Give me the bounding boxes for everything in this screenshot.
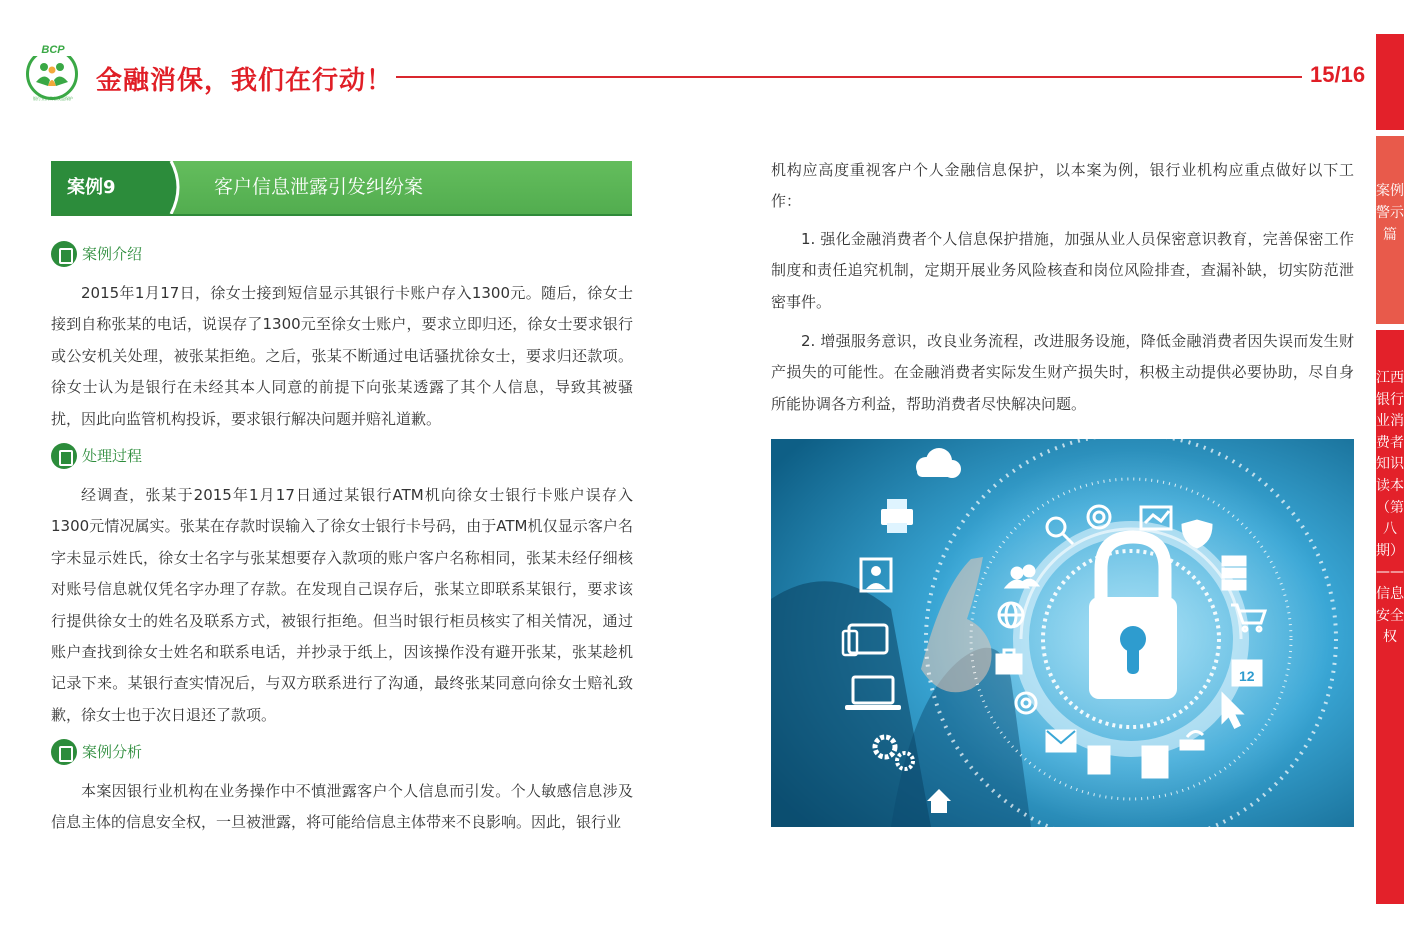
logo-text: BCP — [26, 44, 80, 56]
security-illustration — [771, 439, 1354, 827]
banner-notch — [131, 161, 183, 214]
measure-point-2: 2. 增强服务意识，改良业务流程，改进服务设施，降低金融消费者因失误而发生财产损失的可能性。在金融消费者实际发生财产损失时，积极主动提供必要协助，尽自身所能协调各方利益，帮助消费者尽快解决问题。 — [771, 332, 1354, 413]
section-heading-label: 案例介绍 — [82, 245, 143, 263]
document-icon — [51, 443, 77, 469]
document-icon — [1089, 747, 1109, 773]
header-divider — [396, 76, 1302, 78]
case-tag: 案例9 — [51, 161, 133, 214]
slogan: 金融消保，我们在行动！ — [96, 66, 394, 96]
side-tab-section — [1376, 136, 1404, 324]
side-tab-top — [1376, 34, 1404, 130]
section-heading-label: 案例分析 — [82, 743, 143, 761]
section-heading-label: 处理过程 — [82, 447, 143, 465]
section-text-intro: 2015年1月17日，徐女士接到短信显示其银行卡账户存入1300元。随后，徐女士接到自称张某的电话，说误存了1300元至徐女士账户，要求立即归还，徐女士要求银行或公安机关处理，被张某拒绝。之后，张某不断通过电话骚扰徐女士，要求归还款项。徐女士认为是银行在未经其本人同意的前提下向张某透露了其个人信息，导致其被骚扰，因此向监管机构投诉，要求银行解决问题并赔礼道歉。 — [51, 284, 633, 428]
section-text-process: 经调查，张某于2015年1月17日通过某银行ATM机向徐女士银行卡账户误存入1300元情况属实。张某在存款时误输入了徐女士银行卡号码，由于ATM机仅显示客户名字未显示姓氏，徐女士名字与张某想要存入款项的账户客户名称相同，张某未经仔细核对账号信息就仅凭名字办理了存款。在发现自己误存后，张某立即联系某银行，要求该行提供徐女士的姓名及联系方式，被银行拒绝。但当时银行柜员核实了相关情况，通过账户查找到徐女士姓名和联系电话，并抄录于纸上，因该操作没有避开张某，张某趁机记录下来。某银行查实情况后，与双方联系进行了沟通，最终张某同意向徐女士赔礼致歉，徐女士也于次日退还了款项。 — [51, 486, 633, 724]
document-icon — [51, 241, 77, 267]
side-section-label: 案例警示篇 — [1376, 183, 1404, 243]
analysis-continuation: 机构应高度重视客户个人金融信息保护，以本案为例，银行业机构应重点做好以下工作： — [771, 161, 1354, 211]
side-book-title: 江西银行业消费者知识读本（第八期）——信息安全权 — [1376, 370, 1404, 646]
document-icon — [51, 739, 77, 765]
bcp-logo — [26, 44, 80, 102]
case-banner — [51, 161, 632, 216]
side-tab-book — [1376, 330, 1404, 904]
server-icon — [1223, 557, 1245, 589]
section-text-analysis: 本案因银行业机构在业务操作中不慎泄露客户个人信息而引发。个人敏感信息涉及信息主体的信息安全权，一旦被泄露，将可能给信息主体带来不良影响。因此，银行业 — [51, 782, 633, 832]
measure-point-1: 1. 强化金融消费者个人信息保护措施，加强从业人员保密意识教育，完善保密工作制度和责任追究机制，定期开展业务风险核查和岗位风险排查，查漏补缺，切实防范泄密事件。 — [771, 230, 1354, 311]
people-icon — [34, 60, 70, 88]
mail-icon — [1047, 731, 1075, 751]
calendar-number: 12 — [1239, 668, 1255, 684]
security-illustration-svg — [771, 439, 1354, 827]
page-number: 15/16 — [1310, 62, 1366, 87]
contact-card-icon — [1143, 747, 1167, 777]
case-title: 客户信息泄露引发纠纷案 — [214, 176, 424, 198]
logo-caption: 银行业消费者权益保护 — [33, 96, 73, 101]
